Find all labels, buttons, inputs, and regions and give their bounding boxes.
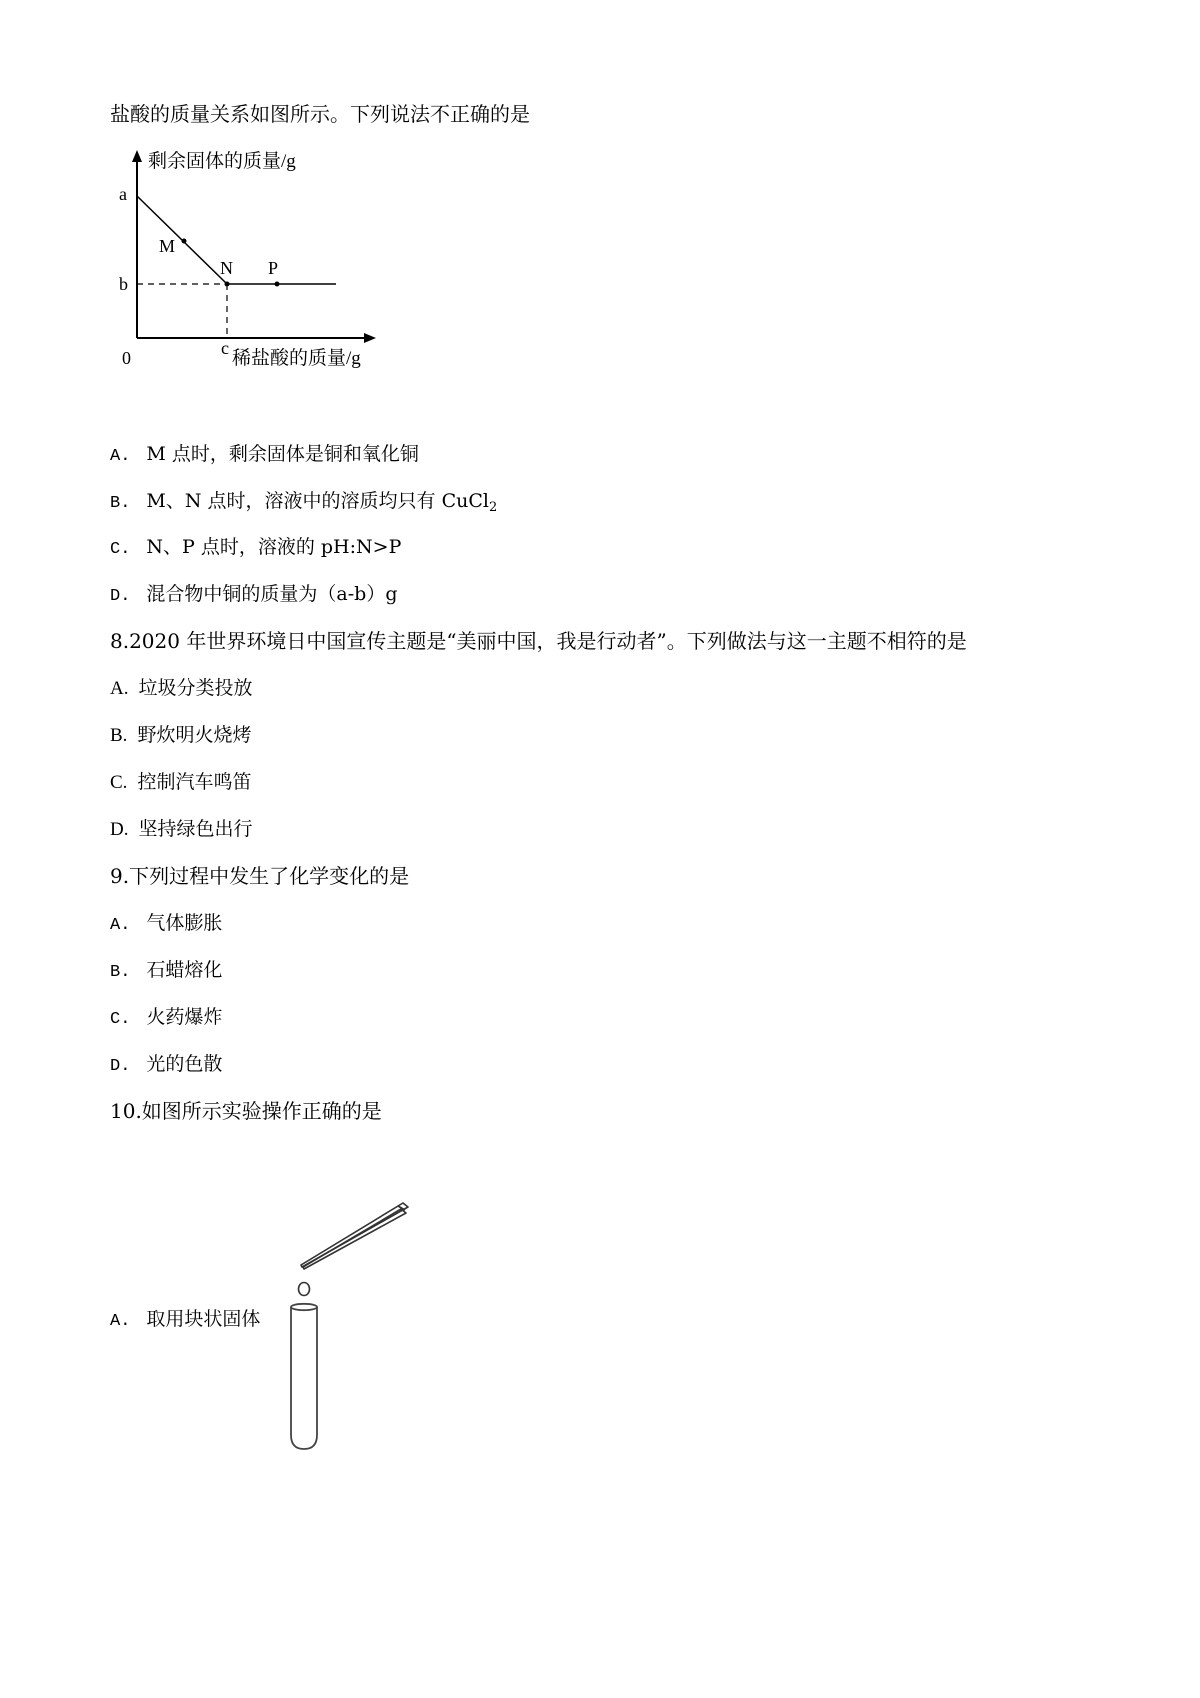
point-p-label: P — [268, 258, 279, 278]
point-p-marker — [275, 282, 280, 287]
q7-option-b — [110, 487, 497, 522]
option-text: 混合物中铜的质量为（a-b）g — [146, 583, 398, 605]
tweezers-icon — [301, 1203, 408, 1269]
option-letter: C. — [110, 772, 128, 793]
y-axis-arrow-icon — [132, 150, 142, 162]
y-tick-b: b — [119, 274, 128, 294]
option-letter: C. — [110, 540, 131, 559]
q9-option-b — [110, 956, 222, 987]
solid-lump-icon — [299, 1283, 310, 1296]
option-text: M、N 点时，溶液中的溶质均只有 CuCl — [146, 490, 489, 512]
y-axis-label: 剩余固体的质量/g — [148, 151, 296, 172]
q8-option-b — [110, 721, 251, 750]
q7-chart — [110, 150, 400, 385]
tweezers-test-tube-icon — [290, 1195, 420, 1455]
option-letter: B. — [110, 963, 131, 982]
option-text: 取用块状固体 — [146, 1308, 261, 1330]
option-text: 垃圾分类投放 — [138, 677, 253, 699]
option-text: 气体膨胀 — [146, 912, 223, 934]
q9-option-d — [110, 1050, 222, 1081]
x-axis-label: 稀盐酸的质量/g — [232, 348, 361, 369]
option-letter: A. — [110, 916, 131, 935]
option-letter: D. — [110, 587, 131, 606]
point-n-marker — [225, 282, 230, 287]
origin-label: 0 — [122, 348, 131, 368]
q8-stem: 8.2020 年世界环境日中国宣传主题是“美丽中国，我是行动者”。下列做法与这一主题不相符的是 — [110, 629, 967, 653]
subscript: 2 — [488, 500, 498, 515]
option-letter: D. — [110, 819, 129, 840]
option-letter: C. — [110, 1010, 131, 1029]
q9-option-a — [110, 909, 222, 940]
q8-option-d — [110, 815, 253, 844]
q8-option-c — [110, 768, 251, 797]
option-letter: A. — [110, 1312, 131, 1331]
q9-option-c — [110, 1003, 222, 1034]
point-m-label: M — [159, 236, 176, 256]
q10-stem: 10.如图所示实验操作正确的是 — [110, 1099, 382, 1123]
option-letter: A. — [110, 678, 129, 699]
option-text: 坚持绿色出行 — [138, 818, 253, 840]
option-text: 光的色散 — [146, 1053, 223, 1075]
x-tick-c: c — [221, 338, 229, 358]
option-text: M 点时，剩余固体是铜和氧化铜 — [146, 443, 419, 465]
q10-option-a — [110, 1305, 260, 1336]
option-text: N、P 点时，溶液的 pH:N>P — [146, 536, 402, 558]
point-n-label: N — [220, 258, 233, 278]
option-letter: A. — [110, 447, 131, 466]
x-axis-arrow-icon — [364, 333, 376, 343]
option-text: 控制汽车鸣笛 — [137, 771, 252, 793]
q8-option-a — [110, 674, 253, 703]
y-tick-a: a — [119, 184, 127, 204]
option-text: 野炊明火烧烤 — [137, 724, 252, 746]
option-letter: D. — [110, 1057, 131, 1076]
q7-option-d — [110, 580, 397, 611]
option-letter: B. — [110, 494, 131, 513]
test-tube-icon — [291, 1304, 317, 1449]
q7-option-a — [110, 440, 419, 471]
q9-stem: 9.下列过程中发生了化学变化的是 — [110, 864, 410, 888]
q7-stem: 盐酸的质量关系如图所示。下列说法不正确的是 — [110, 102, 530, 126]
option-letter: B. — [110, 725, 128, 746]
option-text: 火药爆炸 — [146, 1006, 223, 1028]
q7-option-c — [110, 533, 401, 564]
option-text: 石蜡熔化 — [146, 959, 223, 981]
point-m-marker — [182, 239, 187, 244]
